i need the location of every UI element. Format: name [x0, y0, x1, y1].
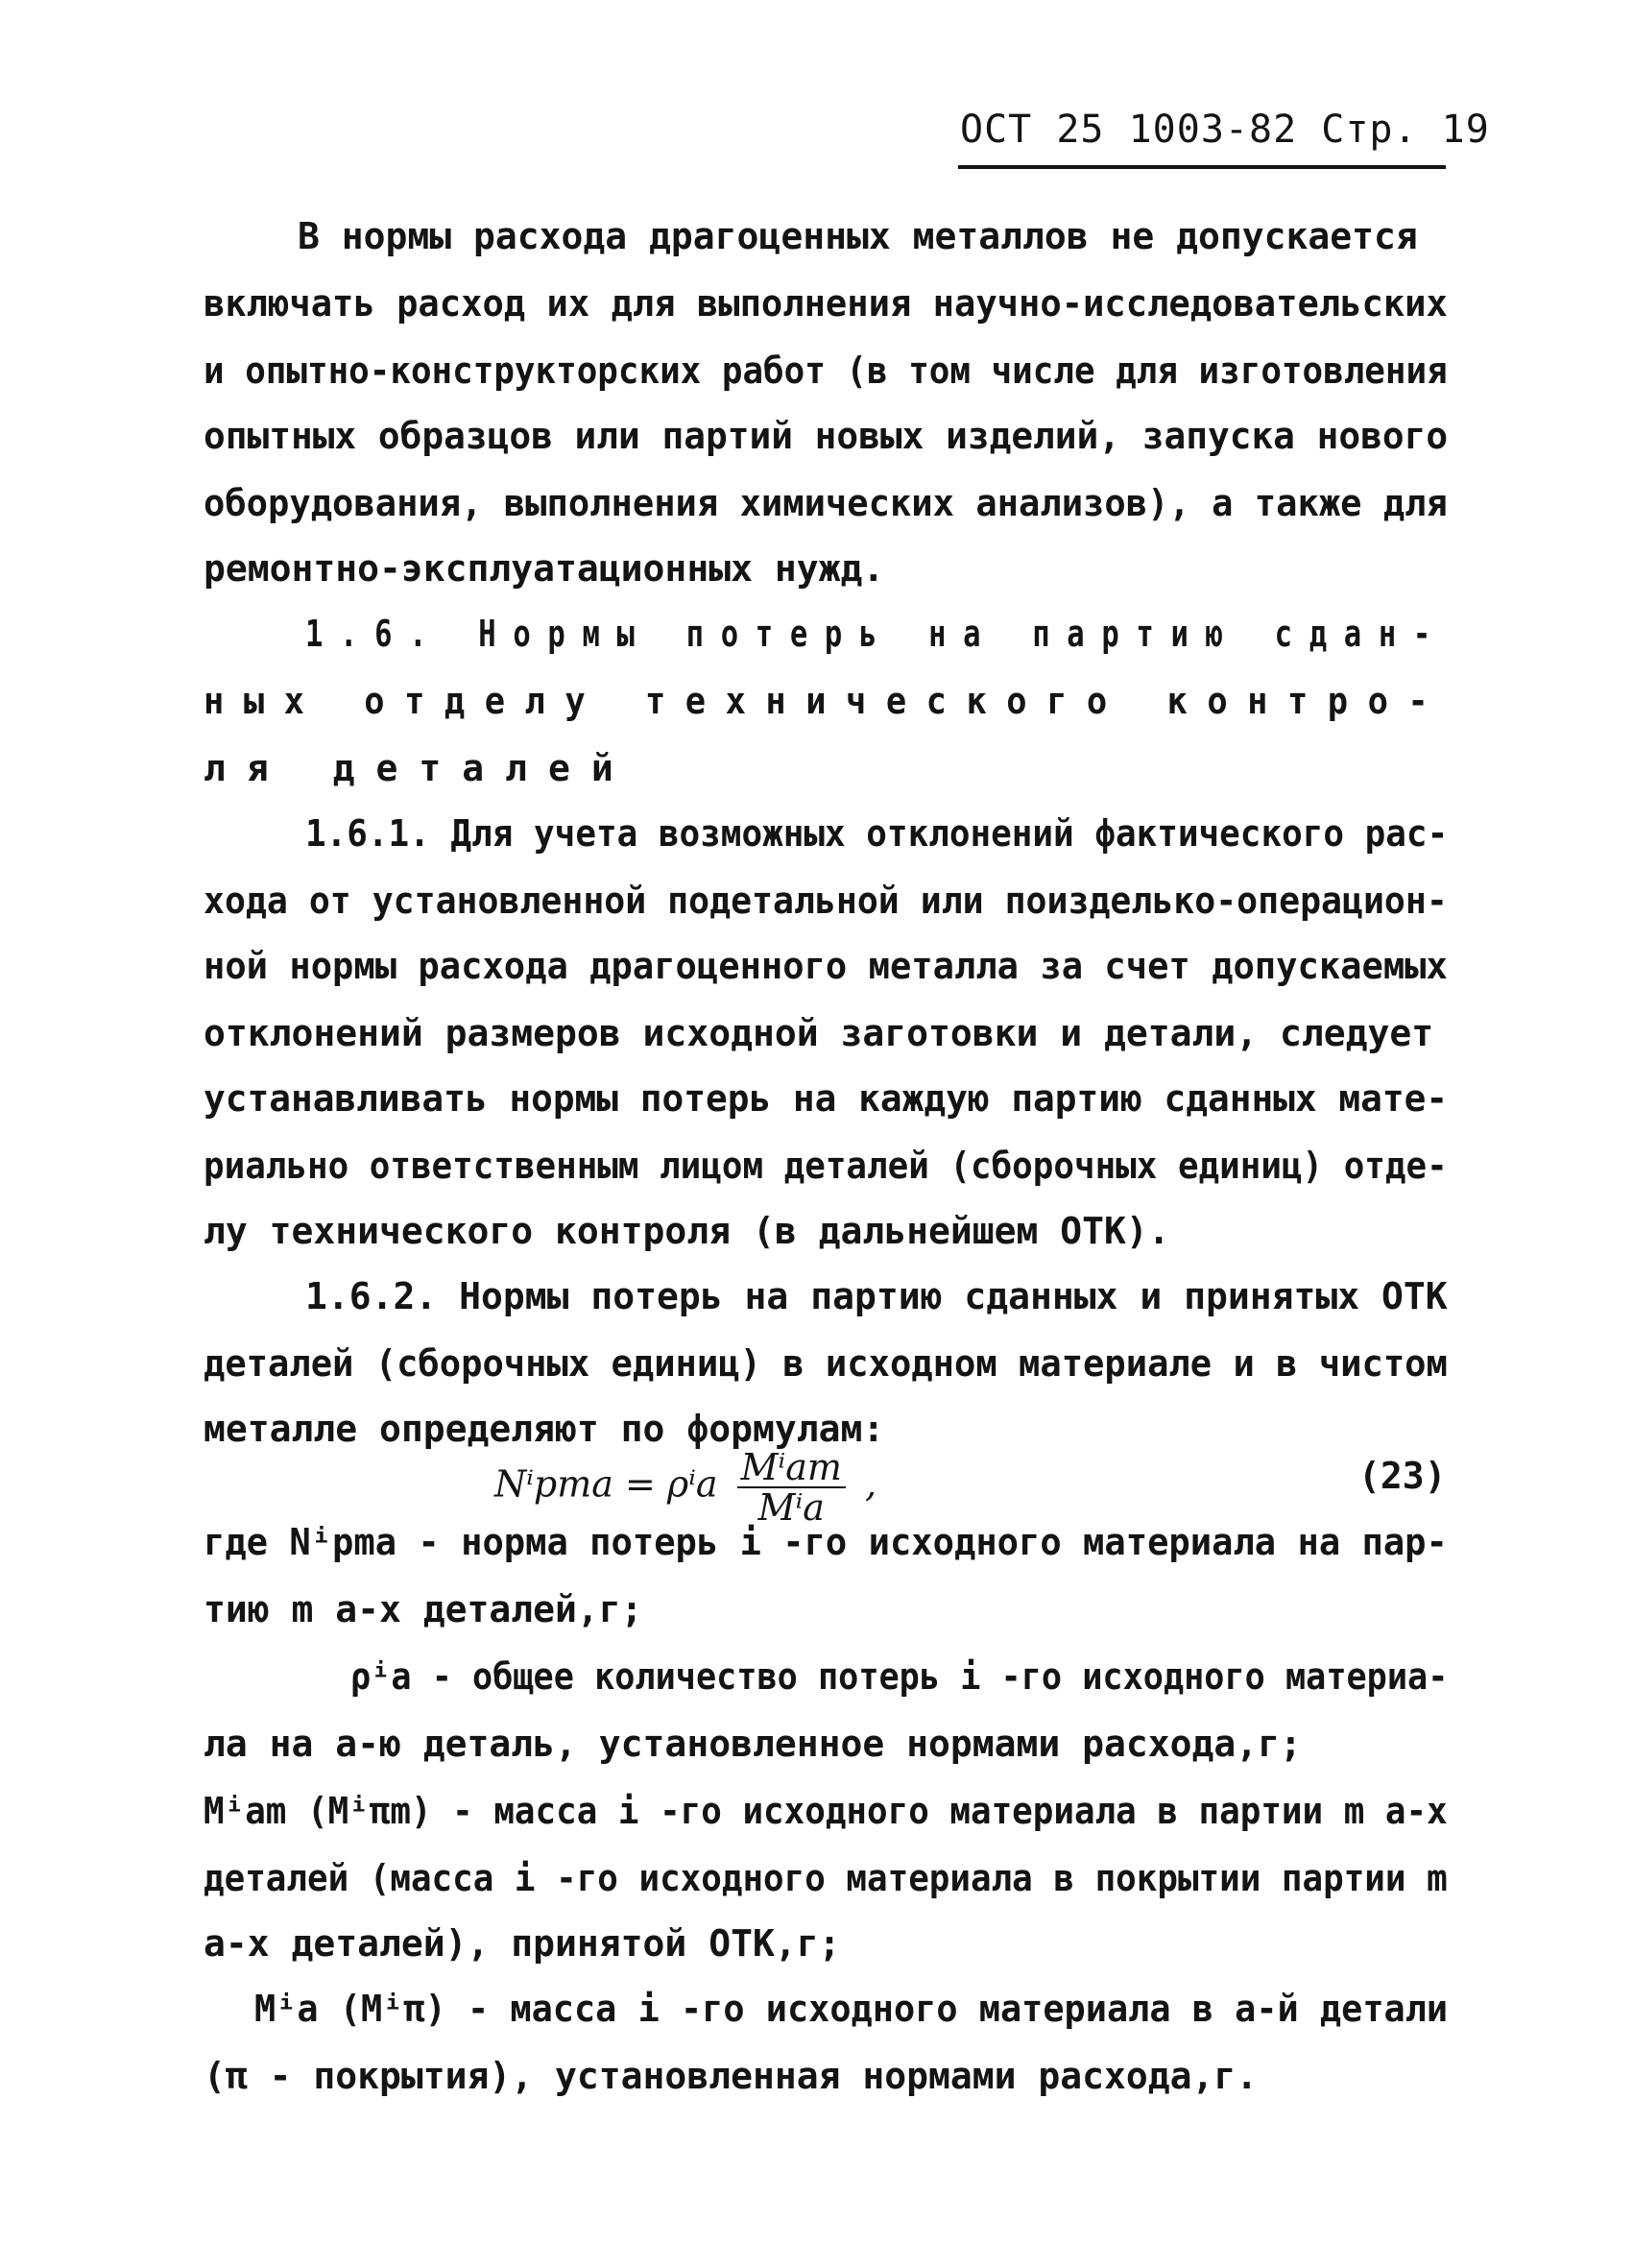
- formula-fraction: [737, 1448, 846, 1527]
- text-line: включать расход их для выполнения научно-исследовательских: [204, 282, 1448, 325]
- text-line: оборудования, выполнения химических анализов), а также для: [204, 482, 1448, 524]
- text-line: деталей (масса i -го исходного материала в покрытии партии m: [204, 1857, 1448, 1899]
- text-line: опытных образцов или партий новых изделий, запуска нового: [204, 415, 1449, 457]
- formula-numerator: Mⁱam: [737, 1448, 846, 1488]
- text-line: (π - покрытия), установленная нормами расхода,г.: [204, 2055, 1259, 2097]
- formula-denominator: Mⁱa: [757, 1486, 825, 1529]
- text-line: 1.6.2. Нормы потерь на партию сданных и принятых ОТК: [305, 1275, 1448, 1317]
- header-underline: [958, 165, 1446, 169]
- text-line: лу технического контроля (в дальнейшем ОТК).: [204, 1210, 1170, 1252]
- text-line: риально ответственным лицом деталей (сборочных единиц) отде-: [204, 1145, 1448, 1187]
- formula-23: [494, 1446, 877, 1529]
- equation-number: (23): [1358, 1455, 1447, 1497]
- text-line: ной нормы расхода драгоценного металла за счет допускаемых: [204, 945, 1448, 987]
- text-line: тию m a-х деталей,г;: [204, 1588, 643, 1630]
- formula-trailing: ,: [864, 1462, 877, 1506]
- text-line: ла на a-ю деталь, установленное нормами расхода,г;: [204, 1723, 1302, 1765]
- section-heading-line: ля деталей: [204, 747, 635, 789]
- text-line: устанавливать нормы потерь на каждую партию сданных мате-: [204, 1077, 1449, 1120]
- text-line: a-х деталей), принятой ОТК,г;: [204, 1922, 841, 1965]
- text-line: где Nⁱpma - норма потерь i -го исходного материала на пар-: [204, 1521, 1448, 1563]
- text-line: и опытно-конструкторских работ (в том числе для изготовления: [204, 350, 1448, 392]
- text-line: отклонений размеров исходной заготовки и детали, следует: [204, 1012, 1434, 1054]
- text-line: 1.6.1. Для учета возможных отклонений фактического рас-: [305, 812, 1449, 855]
- text-line: хода от установленной подетальной или поизделько-операцион-: [204, 880, 1448, 922]
- section-heading-line: ных отделу технического контро-: [204, 680, 1449, 722]
- formula-lhs: Nⁱpma = ρⁱa: [494, 1462, 718, 1506]
- text-line: В нормы расхода драгоценных металлов не допускается: [298, 215, 1418, 257]
- text-line: Mⁱa (Mⁱπ) - масса i -го исходного материала в a-й детали: [254, 1988, 1449, 2030]
- page-header: ОСТ 25 1003-82 Стр. 19: [960, 108, 1490, 152]
- text-line: Mⁱam (Mⁱπm) - масса i -го исходного материала в партии m a-х: [204, 1790, 1448, 1832]
- section-heading-line: 1.6. Нормы потерь на партию сдан-: [305, 613, 1448, 655]
- text-line: металле определяют по формулам:: [204, 1408, 885, 1450]
- text-line: ρⁱa - общее количество потерь i -го исходного материа-: [350, 1655, 1449, 1698]
- text-line: ремонтно-эксплуатационных нужд.: [204, 547, 885, 590]
- text-line: деталей (сборочных единиц) в исходном материале и в чистом: [204, 1342, 1448, 1385]
